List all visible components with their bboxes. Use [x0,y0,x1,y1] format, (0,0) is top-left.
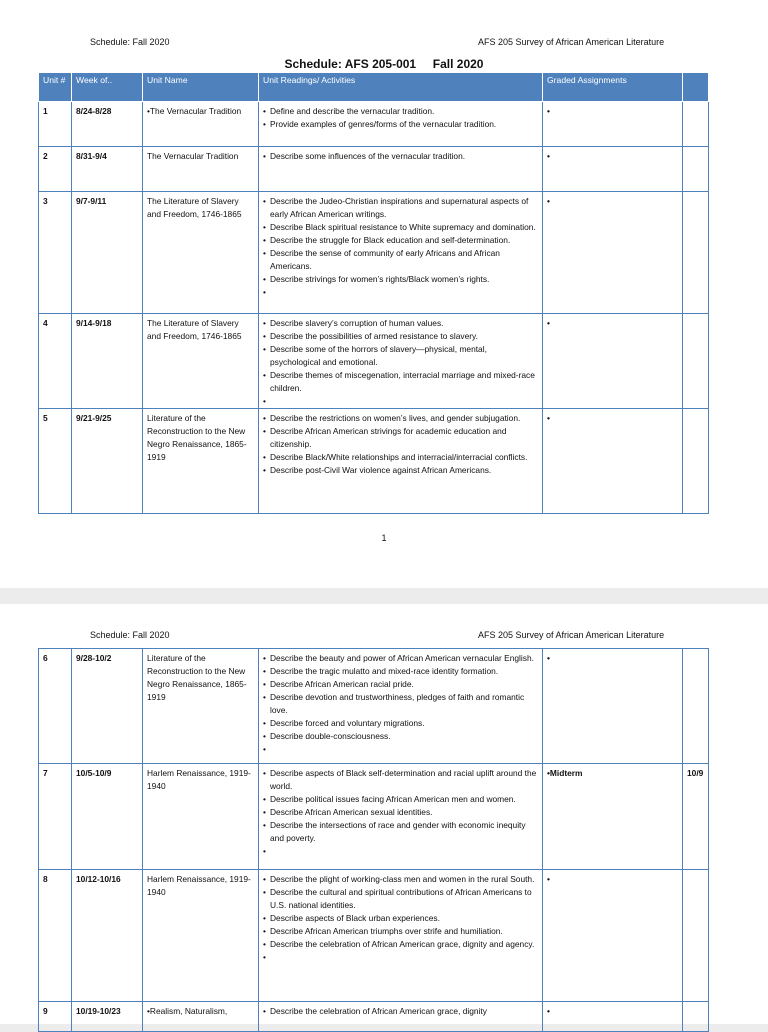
activity-item: • Describe post-Civil War violence against African Americans. [263,464,538,477]
activity-item: • Describe African American strivings for academic education and citizenship. [263,425,538,451]
activity-item: • Describe Black spiritual resistance to White supremacy and domination. [263,221,538,234]
graded-assignment: • [543,192,683,314]
table-row [39,649,709,764]
graded-assignment: • [543,147,683,192]
activity-item: • Describe forced and voluntary migrations. [263,717,538,730]
unit-number: 4 [39,314,72,409]
table-row [39,870,709,1002]
graded-assignment: • [543,409,683,514]
header-left-2: Schedule: Fall 2020 [90,630,170,640]
due-date [683,409,709,514]
activity-item: • Describe some influences of the vernacular tradition. [263,150,538,163]
unit-readings [259,1002,543,1032]
activities-list [263,652,538,743]
table-header-row [39,73,709,102]
activities-list [263,767,538,845]
activity-item: • Describe the intersections of race and gender with economic inequity and poverty. [263,819,538,845]
unit-number: 9 [39,1002,72,1032]
activity-item: • Describe the celebration of African American grace, dignity [263,1005,538,1018]
unit-readings [259,147,543,192]
activity-item: • Describe the celebration of African American grace, dignity and agency. [263,938,538,951]
col-due [683,73,709,102]
due-date [683,147,709,192]
activity-item: • Describe devotion and trustworthiness, pledges of faith and romantic love. [263,691,538,717]
activity-item: • Describe slavery’s corruption of human values. [263,317,538,330]
graded-assignment: • [543,1002,683,1032]
activity-item: • Describe some of the horrors of slavery—physical, mental, psychological and emotional. [263,343,538,369]
week-of: 10/5-10/9 [72,764,143,870]
activities-list [263,1005,538,1018]
week-of: 8/31-9/4 [72,147,143,192]
unit-readings [259,102,543,147]
due-date [683,870,709,1002]
due-date [683,192,709,314]
schedule-title: Schedule: AFS 205-001 Fall 2020 [284,57,484,71]
unit-name: The Literature of Slavery and Freedom, 1746-1865 [143,314,259,409]
unit-number: 8 [39,870,72,1002]
activity-item: • Describe the struggle for Black education and self-determination. [263,234,538,247]
activity-item: • Describe African American sexual identities. [263,806,538,819]
week-of: 8/24-8/28 [72,102,143,147]
col-graded: Graded Assignments [543,73,683,102]
col-unit: Unit # [39,73,72,102]
unit-readings [259,870,543,1002]
activity-item: • Describe the sense of community of early Africans and African Americans. [263,247,538,273]
table-row [39,314,709,409]
page-2 [0,604,768,1024]
activity-item: • Describe the Judeo-Christian inspirations and supernatural aspects of early African American writings. [263,195,538,221]
activity-item: • Describe African American racial pride. [263,678,538,691]
activity-item: • Describe the plight of working-class men and women in the rural South. [263,873,538,886]
unit-number: 1 [39,102,72,147]
unit-number: 5 [39,409,72,514]
col-readings: Unit Readings/ Activities [259,73,543,102]
activities-list [263,873,538,951]
week-of: 9/21-9/25 [72,409,143,514]
due-date [683,314,709,409]
week-of: 10/19-10/23 [72,1002,143,1032]
activity-item: • Describe double-consciousness. [263,730,538,743]
schedule-table-continued [38,648,709,1032]
table-row [39,147,709,192]
activities-list [263,412,538,477]
activity-item: • Describe aspects of Black urban experiences. [263,912,538,925]
unit-readings [259,192,543,314]
col-unit-name: Unit Name [143,73,259,102]
header-left: Schedule: Fall 2020 [90,37,170,47]
activity-item: • Describe Black/White relationships and interracial/interracial conflicts. [263,451,538,464]
graded-assignment: •Midterm [543,764,683,870]
activity-item: • Describe African American triumphs over strife and humiliation. [263,925,538,938]
activity-item: • Describe political issues facing African American men and women. [263,793,538,806]
unit-number: 6 [39,649,72,764]
schedule-table [38,72,709,514]
table-row [39,409,709,514]
unit-name: •The Vernacular Tradition [143,102,259,147]
unit-readings [259,649,543,764]
table-row [39,192,709,314]
week-of: 9/14-9/18 [72,314,143,409]
graded-assignment: • [543,102,683,147]
table-row [39,764,709,870]
activities-list [263,195,538,286]
unit-readings [259,409,543,514]
activity-item: • Describe the restrictions on women’s lives, and gender subjugation. [263,412,538,425]
table-row [39,102,709,147]
page-number: 1 [381,533,387,543]
graded-assignment: • [543,314,683,409]
due-date [683,1002,709,1032]
due-date [683,649,709,764]
unit-number: 3 [39,192,72,314]
activity-item: • Describe the tragic mulatto and mixed-race identity formation. [263,665,538,678]
due-date: 10/9 [683,764,709,870]
table-row [39,1002,709,1032]
unit-name: Harlem Renaissance, 1919-1940 [143,764,259,870]
activity-item: • Define and describe the vernacular tradition. [263,105,538,118]
unit-name: Literature of the Reconstruction to the New Negro Renaissance, 1865-1919 [143,409,259,514]
unit-name: Literature of the Reconstruction to the New Negro Renaissance, 1865-1919 [143,649,259,764]
activities-list [263,150,538,163]
week-of: 9/7-9/11 [72,192,143,314]
activity-item: • Describe aspects of Black self-determination and racial uplift around the world. [263,767,538,793]
activity-item: • Provide examples of genres/forms of the vernacular tradition. [263,118,538,131]
graded-assignment: • [543,870,683,1002]
unit-name: The Literature of Slavery and Freedom, 1746-1865 [143,192,259,314]
unit-name: The Vernacular Tradition [143,147,259,192]
table-body [39,102,709,514]
activity-item: • Describe the possibilities of armed resistance to slavery. [263,330,538,343]
unit-name: Harlem Renaissance, 1919-1940 [143,870,259,1002]
header-right: AFS 205 Survey of African American Literature [478,37,665,47]
col-week: Week of.. [72,73,143,102]
unit-readings [259,764,543,870]
unit-number: 7 [39,764,72,870]
activity-item: • Describe themes of miscegenation, interracial marriage and mixed-race children. [263,369,538,395]
week-of: 9/28-10/2 [72,649,143,764]
unit-number: 2 [39,147,72,192]
activities-list [263,317,538,395]
unit-name: •Realism, Naturalism, [143,1002,259,1032]
activity-item: • Describe the beauty and power of African American vernacular English. [263,652,538,665]
header-right-2: AFS 205 Survey of African American Literature [478,630,665,640]
graded-assignment: • [543,649,683,764]
unit-readings [259,314,543,409]
activity-item: • Describe strivings for women’s rights/Black women’s rights. [263,273,538,286]
activities-list [263,105,538,131]
activity-item: • Describe the cultural and spiritual contributions of African Americans to U.S. national identities. [263,886,538,912]
table-body-continued [39,649,709,1032]
week-of: 10/12-10/16 [72,870,143,1002]
due-date [683,102,709,147]
